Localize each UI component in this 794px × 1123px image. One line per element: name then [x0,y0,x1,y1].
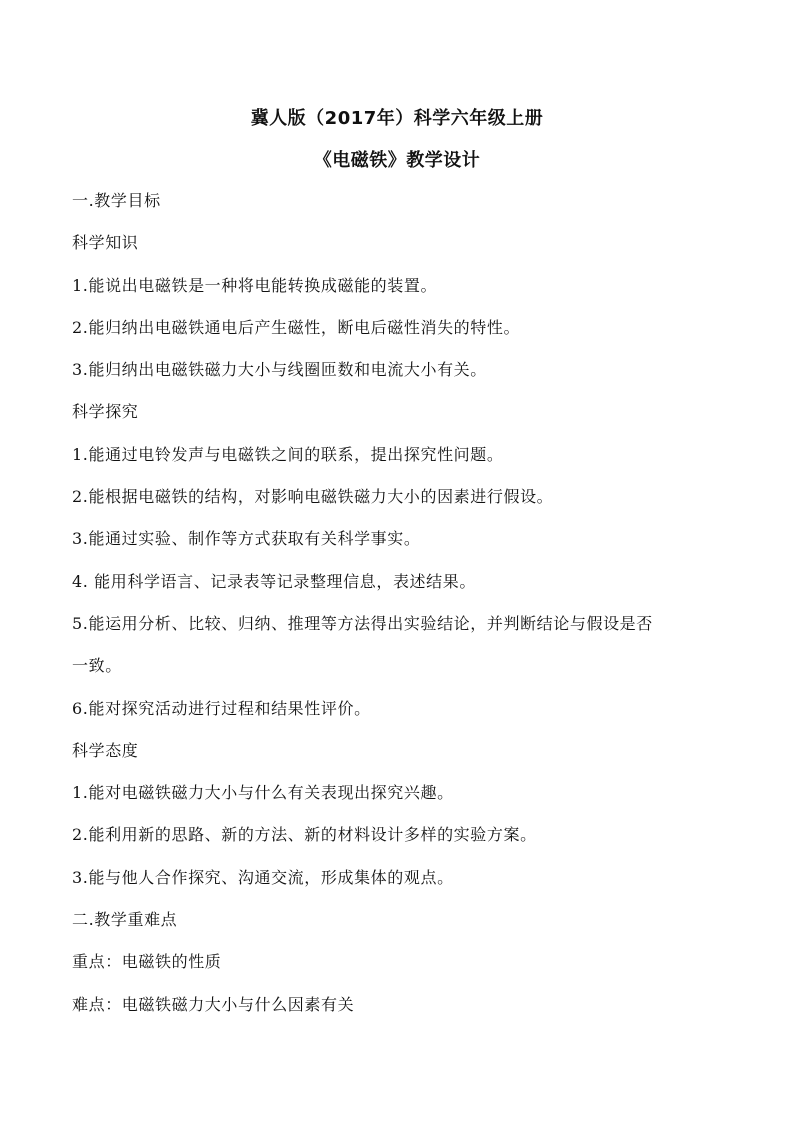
body-line: 1.能通过电铃发声与电磁铁之间的联系，提出探究性问题。 [72,444,504,464]
document-body [72,189,732,1035]
subheading-inquiry: 科学探究 [72,402,139,422]
subheading-attitude: 科学态度 [72,740,139,760]
body-line: 一致。 [72,656,122,676]
body-line: 3.能归纳出电磁铁磁力大小与线圈匝数和电流大小有关。 [72,360,487,380]
body-line: 6.能对探究活动进行过程和结果性评价。 [72,698,371,718]
body-line: 2.能根据电磁铁的结构，对影响电磁铁磁力大小的因素进行假设。 [72,487,554,507]
body-line: 3.能与他人合作探究、沟通交流，形成集体的观点。 [72,867,454,887]
document-subtitle: 《电磁铁》教学设计 [313,150,481,171]
body-line: 1.能对电磁铁磁力大小与什么有关表现出探究兴趣。 [72,783,454,803]
body-line: 3.能通过实验、制作等方式获取有关科学事实。 [72,529,421,549]
section-heading-key-points: 二.教学重难点 [72,910,178,930]
section-heading-objectives: 一.教学目标 [72,191,161,210]
subheading-knowledge: 科学知识 [72,233,139,253]
key-point-line: 重点：电磁铁的性质 [72,952,222,972]
body-line: 1.能说出电磁铁是一种将电能转换成磁能的装置。 [72,275,438,295]
body-line: 2.能归纳出电磁铁通电后产生磁性，断电后磁性消失的特性。 [72,317,521,337]
document-title: 冀人版（2017年）科学六年级上册 [250,108,544,129]
body-line: 2.能利用新的思路、新的方法、新的材料设计多样的实验方案。 [72,825,537,845]
difficulty-line: 难点：电磁铁磁力大小与什么因素有关 [72,994,355,1014]
body-line: 5.能运用分析、比较、归纳、推理等方法得出实验结论，并判断结论与假设是否 [72,613,653,633]
body-line: 4. 能用科学语言、记录表等记录整理信息，表述结果。 [72,571,476,591]
